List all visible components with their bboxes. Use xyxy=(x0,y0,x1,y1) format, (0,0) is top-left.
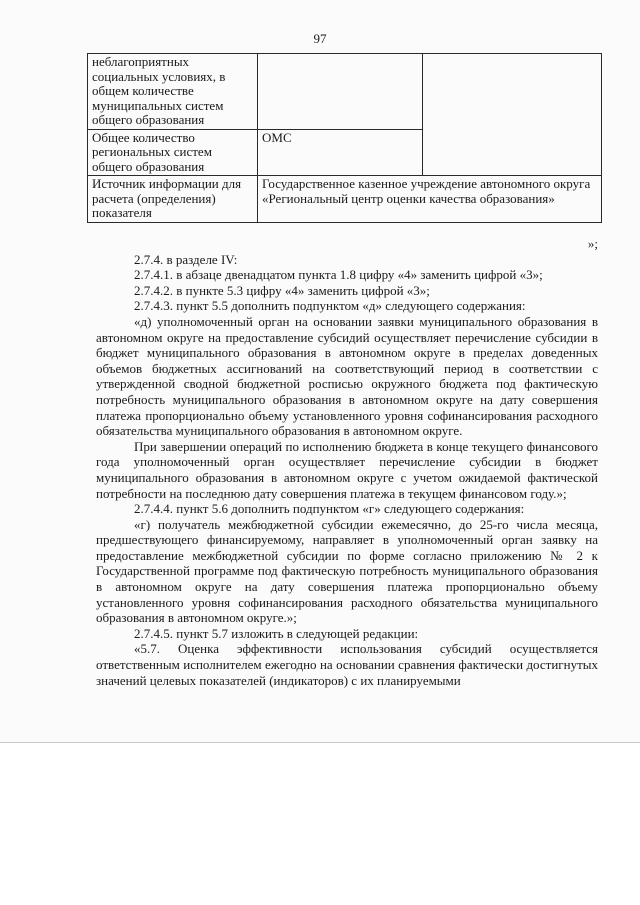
table-row xyxy=(88,176,602,223)
paragraph: 2.7.4. в разделе IV: xyxy=(134,251,238,267)
document-body xyxy=(96,236,598,688)
table-row xyxy=(88,54,602,130)
table-cell: ОМС xyxy=(258,129,423,176)
table-cell xyxy=(258,54,423,130)
table-cell-empty xyxy=(423,54,602,176)
closing-quote: »; xyxy=(587,236,598,251)
paragraph: 2.7.4.5. пункт 5.7 изложить в следующей редакции: xyxy=(134,625,419,641)
table-cell: Общее количество региональных систем общего образования xyxy=(88,129,258,176)
page-number: 97 xyxy=(313,31,327,46)
paragraph: При завершении операций по исполнению бюджета в конце текущего финансового года уполномоченный орган осуществляет перечисление субсидии в бюджет муниципального образования в автономном округе с учетом ожидаемой фактической потребности на последнюю дату совершения платежа в текущем финансовом году.»; xyxy=(96,438,598,501)
table-cell: Источник информации для расчета (определения) показателя xyxy=(88,176,258,223)
table-cell: Государственное казенное учреждение автономного округа «Региональный центр оценки качества образования» xyxy=(258,176,602,223)
paragraph: 2.7.4.3. пункт 5.5 дополнить подпунктом «д» следующего содержания: xyxy=(134,298,526,314)
paragraph: 2.7.4.2. в пункте 5.3 цифру «4» заменить цифрой «3»; xyxy=(134,282,430,298)
paragraph: 2.7.4.4. пункт 5.6 дополнить подпунктом «г» следующего содержания: xyxy=(134,501,525,517)
paragraph: «5.7. Оценка эффективности использования субсидий осуществляется ответственным исполнителем ежегодно на основании сравнения фактически достигнутых значений целевых показателей (индикаторов) с их планируемыми xyxy=(96,641,598,688)
paragraph: «д) уполномоченный орган на основании заявки муниципального образования в автономном округе на предоставление субсидий осуществляет перечисление субсидии в бюджет муниципального образования в автономном округе в пределах доведенных объемов бюджетных ассигнований на соответствующий период в соответствии с утвержденной сводной бюджетной росписью окружного бюджета под фактическую потребность муниципального образования в автономном округе на дату совершения платежа пропорционально объему установленного уровня софинансирования расходного обязательства муниципального образования в автономном округе. xyxy=(96,313,598,439)
table-cell: неблагоприятных социальных условиях, в общем количестве муниципальных систем общего образования xyxy=(88,54,258,130)
paragraph: «г) получатель межбюджетной субсидии ежемесячно, до 25-го числа месяца, предшествующего финансируемому, направляет в уполномоченный орган заявку на предоставление межбюджетной субсидии по форме согласно приложению № 2 к Государственной программе под фактическую потребность муниципального образования в автономном округе на дату совершения платежа пропорционально объему установленного уровня софинансирования расходного обязательства муниципального образования в автономном округе.»; xyxy=(96,516,598,626)
indicator-table xyxy=(87,53,602,223)
paragraph: 2.7.4.1. в абзаце двенадцатом пункта 1.8 цифру «4» заменить цифрой «3»; xyxy=(134,267,543,283)
